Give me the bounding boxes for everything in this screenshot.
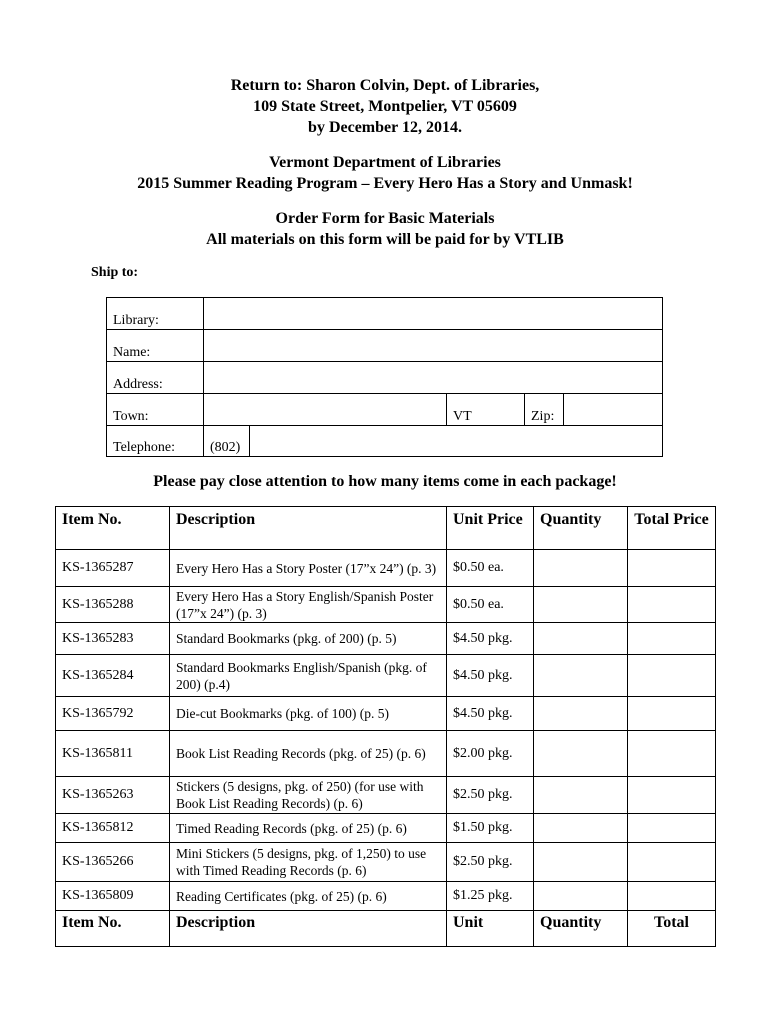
table-row	[56, 587, 716, 623]
town-label: Town:	[113, 409, 149, 424]
item-description: Standard Bookmarks (pkg. of 200) (p. 5)	[170, 623, 447, 655]
footer-quantity: Quantity	[534, 911, 628, 947]
total-price-cell[interactable]	[628, 777, 716, 814]
unit-price: $1.25 pkg.	[447, 882, 534, 911]
item-description: Timed Reading Records (pkg. of 25) (p. 6)	[170, 814, 447, 843]
item-description: Stickers (5 designs, pkg. of 250) (for use with Book List Reading Records) (p. 6)	[170, 777, 447, 814]
quantity-cell[interactable]	[534, 655, 628, 697]
table-row	[56, 777, 716, 814]
form-title	[0, 208, 770, 250]
item-description: Die-cut Bookmarks (pkg. of 100) (p. 5)	[170, 697, 447, 731]
quantity-cell[interactable]	[534, 731, 628, 777]
return-line: Return to: Sharon Colvin, Dept. of Libraries,	[230, 77, 540, 94]
item-number: KS-1365283	[56, 623, 170, 655]
item-number: KS-1365812	[56, 814, 170, 843]
telephone-label: Telephone:	[113, 440, 175, 455]
address-label: Address:	[113, 377, 163, 392]
program-line: Vermont Department of Libraries	[269, 154, 501, 171]
header-quantity: Quantity	[534, 507, 628, 550]
telephone-field[interactable]	[252, 428, 657, 455]
total-price-cell[interactable]	[628, 697, 716, 731]
quantity-cell[interactable]	[534, 623, 628, 655]
footer-item-no: Item No.	[56, 911, 170, 947]
state-value: VT	[453, 409, 472, 424]
library-label: Library:	[113, 313, 159, 328]
item-number: KS-1365287	[56, 550, 170, 587]
name-field[interactable]	[205, 332, 655, 360]
total-price-cell[interactable]	[628, 814, 716, 843]
footer-description: Description	[170, 911, 447, 947]
header-total-price: Total Price	[628, 507, 716, 550]
item-description: Reading Certificates (pkg. of 25) (p. 6)	[170, 882, 447, 911]
unit-price: $1.50 pkg.	[447, 814, 534, 843]
item-description: Standard Bookmarks English/Spanish (pkg. of 200) (p.4)	[170, 655, 447, 697]
header-item-no: Item No.	[56, 507, 170, 550]
zip-label: Zip:	[531, 409, 555, 424]
name-label: Name:	[113, 345, 151, 360]
table-row	[56, 655, 716, 697]
return-line: 109 State Street, Montpelier, VT 05609	[253, 98, 517, 115]
total-price-cell[interactable]	[628, 655, 716, 697]
town-field[interactable]	[205, 396, 443, 424]
form-line: Order Form for Basic Materials	[275, 210, 495, 227]
quantity-cell[interactable]	[534, 882, 628, 911]
quantity-cell[interactable]	[534, 697, 628, 731]
total-price-cell[interactable]	[628, 550, 716, 587]
item-description: Every Hero Has a Story Poster (17”x 24”) (p. 3)	[170, 550, 447, 587]
unit-price: $4.50 pkg.	[447, 623, 534, 655]
quantity-cell[interactable]	[534, 777, 628, 814]
item-description: Every Hero Has a Story English/Spanish Poster (17”x 24”) (p. 3)	[170, 587, 447, 623]
table-header-row	[56, 507, 716, 550]
program-line: 2015 Summer Reading Program – Every Hero Has a Story and Unmask!	[137, 175, 633, 192]
quantity-cell[interactable]	[534, 550, 628, 587]
table-footer-row	[56, 911, 716, 947]
unit-price: $0.50 ea.	[447, 550, 534, 587]
quantity-cell[interactable]	[534, 587, 628, 623]
total-price-cell[interactable]	[628, 882, 716, 911]
ship-to-form	[106, 297, 663, 457]
zip-field[interactable]	[566, 396, 658, 424]
item-number: KS-1365792	[56, 697, 170, 731]
unit-price: $2.50 pkg.	[447, 843, 534, 882]
unit-price: $2.50 pkg.	[447, 777, 534, 814]
item-number: KS-1365811	[56, 731, 170, 777]
item-description: Mini Stickers (5 designs, pkg. of 1,250) to use with Timed Reading Records (p. 6)	[170, 843, 447, 882]
return-address	[0, 75, 770, 138]
unit-price: $4.50 pkg.	[447, 697, 534, 731]
area-code: (802)	[210, 440, 241, 455]
table-row	[56, 550, 716, 587]
table-row	[56, 814, 716, 843]
program-title	[0, 152, 770, 194]
item-number: KS-1365288	[56, 587, 170, 623]
table-row	[56, 843, 716, 882]
address-field[interactable]	[205, 364, 655, 392]
unit-price: $2.00 pkg.	[447, 731, 534, 777]
total-price-cell[interactable]	[628, 587, 716, 623]
order-table	[55, 506, 716, 947]
unit-price: $4.50 pkg.	[447, 655, 534, 697]
footer-unit: Unit	[447, 911, 534, 947]
table-row	[56, 882, 716, 911]
return-line: by December 12, 2014.	[308, 119, 462, 136]
item-number: KS-1365266	[56, 843, 170, 882]
table-row	[56, 731, 716, 777]
unit-price: $0.50 ea.	[447, 587, 534, 623]
ship-to-heading: Ship to:	[91, 265, 139, 280]
total-price-cell[interactable]	[628, 623, 716, 655]
package-notice: Please pay close attention to how many items come in each package!	[153, 473, 617, 490]
header-unit-price: Unit Price	[447, 507, 534, 550]
table-row	[56, 697, 716, 731]
form-line: All materials on this form will be paid for by VTLIB	[206, 231, 564, 248]
quantity-cell[interactable]	[534, 814, 628, 843]
item-number: KS-1365284	[56, 655, 170, 697]
item-number: KS-1365809	[56, 882, 170, 911]
total-price-cell[interactable]	[628, 843, 716, 882]
table-row	[56, 623, 716, 655]
quantity-cell[interactable]	[534, 843, 628, 882]
header-description: Description	[170, 507, 447, 550]
item-number: KS-1365263	[56, 777, 170, 814]
footer-total: Total	[628, 911, 716, 947]
item-description: Book List Reading Records (pkg. of 25) (p. 6)	[170, 731, 447, 777]
total-price-cell[interactable]	[628, 731, 716, 777]
library-field[interactable]	[205, 300, 655, 328]
